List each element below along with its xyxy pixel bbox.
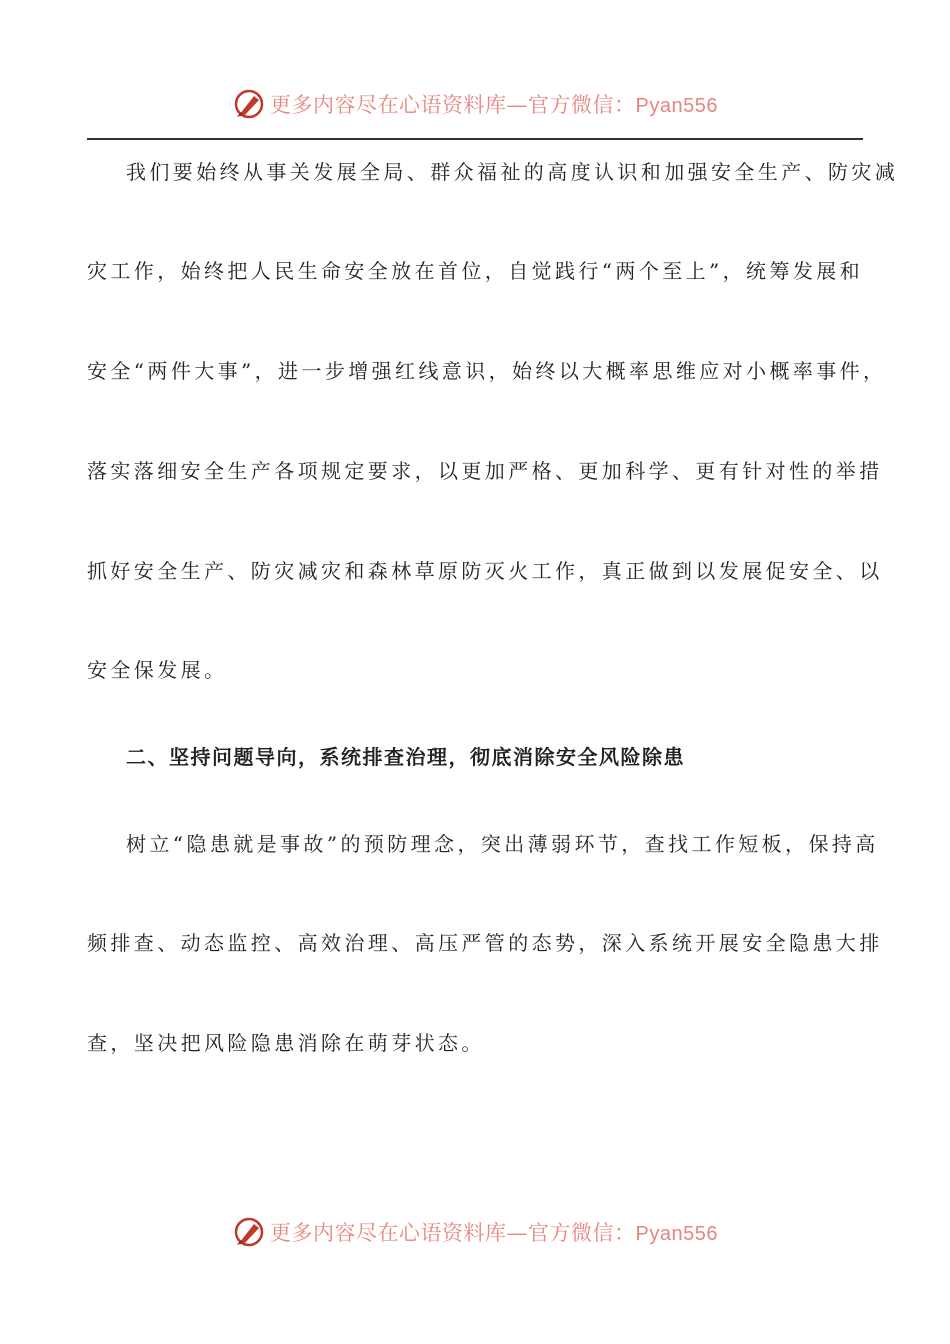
paragraph-line: 安全保发展。: [87, 658, 228, 682]
header-banner: [0, 84, 950, 124]
header-banner-text: 更多内容尽在心语资料库—官方微信：Pyan556: [270, 93, 718, 117]
paragraph-line: 我们要始终从事关发展全局、群众福祉的高度认识和加强安全生产、防灾减: [126, 160, 899, 184]
paragraph-line: 安全“两件大事”，进一步增强红线意识，始终以大概率思维应对小概率事件，: [87, 359, 887, 383]
header-rule: [87, 138, 863, 140]
pen-nib-logo-icon: [232, 87, 266, 121]
footer-wechat-id: Pyan556: [635, 1223, 718, 1245]
paragraph-line: 落实落细安全生产各项规定要求，以更加严格、更加科学、更有针对性的举措: [87, 459, 883, 483]
footer-banner: [0, 1212, 950, 1252]
paragraph-line: 树立“隐患就是事故”的预防理念，突出薄弱环节，查找工作短板，保持高: [126, 832, 879, 856]
paragraph-line: 频排查、动态监控、高效治理、高压严管的态势，深入系统开展安全隐患大排: [87, 931, 883, 955]
footer-banner-text: 更多内容尽在心语资料库—官方微信：Pyan556: [270, 1221, 718, 1245]
paragraph-line: 抓好安全生产、防灾减灾和森林草原防灭火工作，真正做到以发展促安全、以: [87, 559, 883, 583]
section-heading: 二、坚持问题导向，系统排查治理，彻底消除安全风险除患: [126, 745, 685, 769]
paragraph-line: 灾工作，始终把人民生命安全放在首位，自觉践行“两个至上”，统筹发展和: [87, 259, 864, 283]
header-wechat-id: Pyan556: [635, 95, 718, 117]
pen-nib-logo-icon: [232, 1215, 266, 1249]
paragraph-line: 查，坚决把风险隐患消除在萌芽状态。: [87, 1031, 485, 1055]
